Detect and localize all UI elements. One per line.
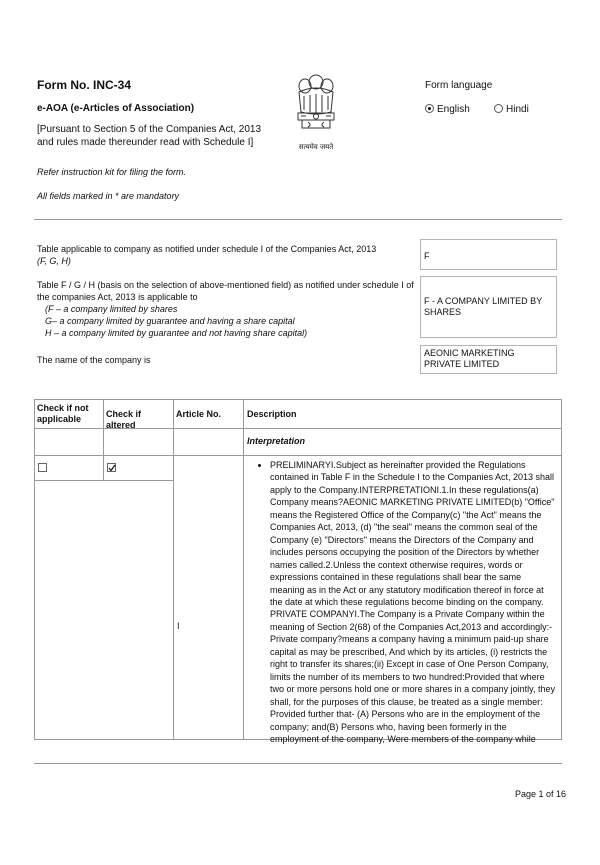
- language-option-hindi[interactable]: Hindi: [494, 103, 529, 116]
- table-fgh-label-line-1: Table F / G / H (basis on the selection of above-mentioned field) as notified under schedule I of: [37, 280, 414, 290]
- mandatory-note: All fields marked in * are mandatory: [37, 191, 180, 201]
- table-applicable-hint: (F, G, H): [37, 256, 71, 266]
- radio-unselected-icon[interactable]: [494, 104, 503, 113]
- pursuant-line-1: [Pursuant to Section 5 of the Companies Act, 2013: [37, 124, 262, 135]
- radio-selected-icon[interactable]: [425, 104, 434, 113]
- table-fgh-option-g: G– a company limited by guarantee and having a share capital: [45, 316, 295, 326]
- form-number: Form No. INC-34: [37, 78, 132, 92]
- altered-checkbox[interactable]: [107, 463, 116, 472]
- page-number: Page 1 of 16: [515, 789, 567, 799]
- table-fgh-option-f: (F – a company limited by shares: [45, 304, 178, 314]
- form-language-label: Form language: [425, 80, 493, 91]
- language-option-english[interactable]: English: [425, 103, 470, 116]
- description-text: • PRELIMINARYI.Subject as hereinafter provided the Regulations contained in Table F in the Schedule I to the Companies Act, 2013 shall apply to the Company.INTERPRETATIONI.1.In these regulations(a) Company means?AEONIC MARKETING PRIVATE LIMITED(b) "Office" means the Registered Office of the Company(c) "the Act" means the Companies Act, 2013, (d) "the seal" means the common seal of the Company (e) "Directors" means the Directors of the Company and includes persons occupying the position of the Directors by whether names called.2.Unless the context otherwise requires, words or expressions contained in these regulations shall bear the same meaning as in the Act or any statutory modification thereof in force at the date at which these regulations become binding on the company. PRIVATE COMPANYI.The Company is a Private Company within the meaning of Section 2(68) of the Companies Act,2013 and accordingly:-Private company?means a company having a minimum paid-up share capital as may be prescribed, And which by its articles, (i) restricts the right to transfer its shares;(ii) Except in case of One Person Company, limits the number of its members to two hundred:Provided that where two or more persons hold one or more shares in a company jointly, they shall, for the purposes of this clause, be treated as a single member: Provided further that- (A) Persons who are in the employment of the company; and(B) Persons who, having been formerly in the employment of the company, Were members of the company while: [270, 459, 558, 745]
- header-altered: Check if altered: [106, 409, 142, 430]
- table-applicable-label: Table applicable to company as notified under schedule I of the Companies Act, 2013: [37, 244, 377, 254]
- state-emblem: [290, 70, 342, 150]
- footer-divider: [34, 763, 562, 764]
- header-article-no: Article No.: [176, 409, 222, 419]
- header-description: Description: [247, 409, 297, 419]
- section-heading: Interpretation: [247, 436, 306, 446]
- section-divider: [34, 219, 562, 220]
- company-name-label: The name of the company is: [37, 355, 151, 365]
- company-name-field[interactable]: AEONIC MARKETING PRIVATE LIMITED: [420, 345, 557, 374]
- header-not-applicable: Check if not applicable: [37, 403, 89, 424]
- instruction-note: Refer instruction kit for filing the form.: [37, 167, 187, 177]
- table-fgh-label-line-2: the companies Act, 2013 is applicable to: [37, 292, 198, 302]
- article-number: I: [177, 621, 180, 631]
- pursuant-line-2: and rules made thereunder read with Schedule I]: [37, 137, 254, 148]
- lion-capital-icon: [290, 70, 342, 140]
- table-fgh-field[interactable]: F - A COMPANY LIMITED BY SHARES: [420, 276, 557, 338]
- article-description[interactable]: [252, 459, 558, 744]
- not-applicable-checkbox[interactable]: [38, 463, 47, 472]
- form-title: e-AOA (e-Articles of Association): [37, 103, 195, 114]
- table-applicable-field[interactable]: F: [420, 239, 557, 270]
- table-fgh-option-h: H – a company limited by guarantee and not having share capital): [45, 328, 308, 338]
- checkmark-icon: [108, 464, 116, 472]
- emblem-caption: सत्यमेव जयते: [298, 143, 334, 151]
